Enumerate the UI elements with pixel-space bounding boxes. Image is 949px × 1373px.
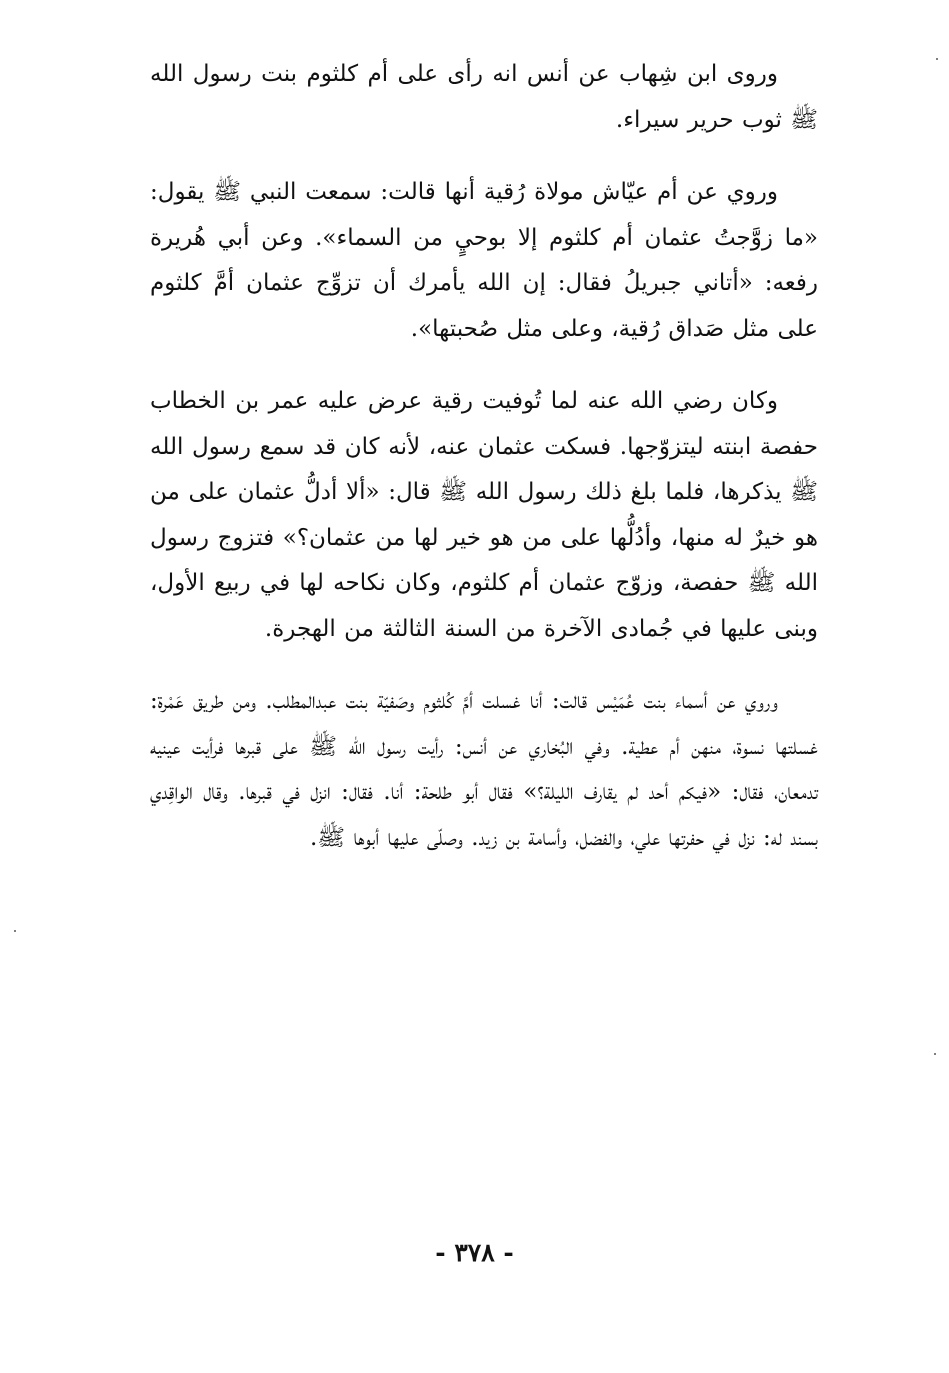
body-text <box>150 52 818 861</box>
paragraph-2: وروي عن أم عيّاش مولاة رُقية أنها قالت: سمعت النبي ﷺ يقول: «ما زوَّجتُ عثمان أم كلثوم إلا بوحيٍ من السماء». وعن أبي هُريرة رفعه: «أتاني جبريلُ فقال: إن الله يأمرك أن تزوِّج عثمان أمَّ كلثوم على مثل صَداق رُقية، وعلى مثل صُحبتها». <box>150 179 819 342</box>
paragraph-1: وروى ابن شِهاب عن أنس انه رأى على أم كلثوم بنت رسول الله ﷺ ثوب حرير سيراء. <box>150 61 818 133</box>
scan-speck <box>14 930 16 932</box>
scan-speck <box>934 1053 936 1055</box>
page-number: - ٣٧٨ - <box>435 1238 514 1267</box>
scan-speck <box>936 58 938 60</box>
paragraph-3: وكان رضي الله عنه لما تُوفيت رقية عرض عليه عمر بن الخطاب حفصة ابنته ليتزوّجها. فسكت عثمان عنه، لأنه كان قد سمع رسول الله ﷺ يذكرها، فلما بلغ ذلك رسول الله ﷺ قال: «ألا أدلُّ عثمان على من هو خيرٌ له منها، وأدُلُّها على من هو خير لها من عثمان؟» فتزوج رسول الله ﷺ حفصة، وزوّج عثمان أم كلثوم، وكان نكاحه لها في ربيع الأول، وبنى عليها في جُمادى الآخرة من السنة الثالثة من الهجرة. <box>150 388 819 642</box>
paragraph-4: وروي عن أسماء بنت عُمَيْس قالت: أنا غسلت أمَّ كُلثوم وصَفيّة بنت عبدالمطلب. ومن طريق عَمْرة: غسلتها نسوة، منهن أم عطية. وفي البُخاري عن أنس: رأيت رسول الله ﷺ على قبرها فرأيت عينيه تدمعان، فقال: «فيكم أحد لم يقارف الليلة؟» فقال أبو طلحة: أنا. فقال: انزل في قبرها. وقال الواقِدي بسند له: نزل في حفرتها علي، والفضل، وأسامة بن زيد. وصلّى عليها أبوها ﷺ. <box>150 688 818 851</box>
